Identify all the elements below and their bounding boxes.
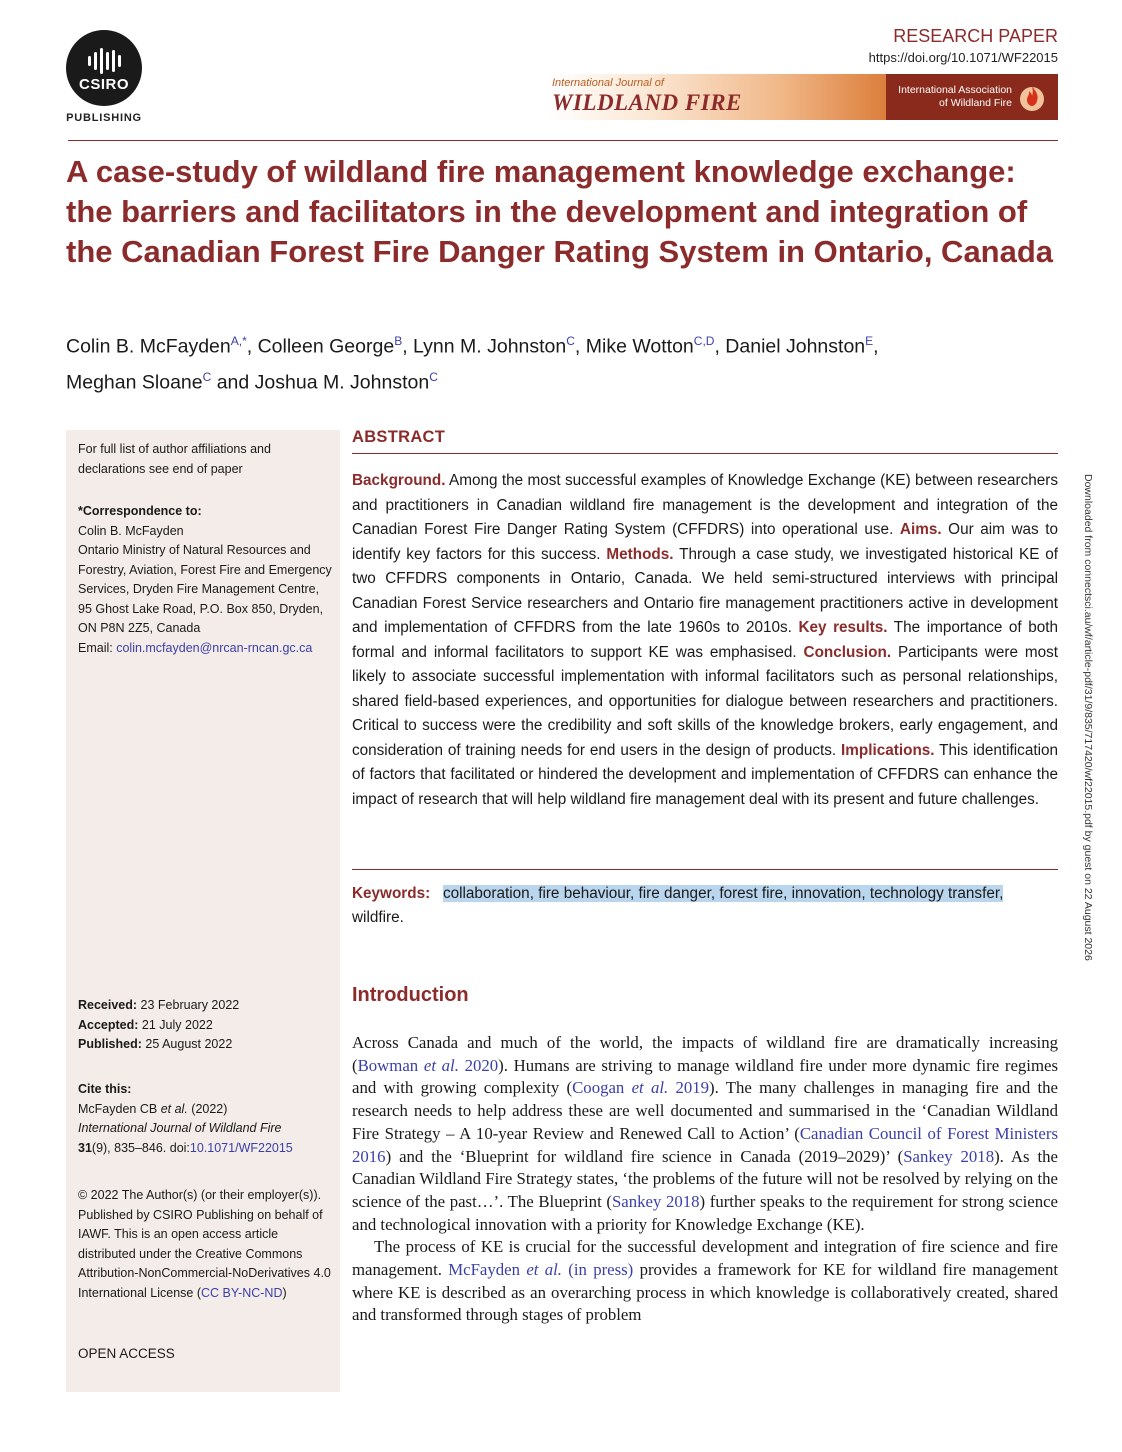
cite-etal: et al. bbox=[160, 1101, 188, 1116]
cite-label: Cite this: bbox=[78, 1082, 132, 1096]
assoc-line1: International Association bbox=[898, 84, 1012, 96]
author-name: Lynn M. Johnston bbox=[413, 335, 567, 358]
methods-text: Through a case study, we investigated historical KE of two CFFDRS components in Ontario, Canada. We held semi-structured interviews with principal Canadian Forest Service researchers and Ontario fire management practitioners active in development and implementation of CFFDRS from the late 1960s to 2010s. bbox=[352, 545, 1059, 636]
cite-authors: McFayden CB bbox=[78, 1101, 158, 1116]
author-affiliation[interactable]: C bbox=[566, 334, 575, 348]
iawf-box bbox=[886, 74, 1058, 120]
license-link[interactable]: CC BY-NC-ND bbox=[201, 1285, 283, 1300]
intro-text: The process of KE is crucial for the successful development and integration of fire science and fire management. bbox=[352, 1237, 1058, 1280]
conclusion-label: Conclusion. bbox=[803, 643, 892, 661]
accepted-line bbox=[78, 1016, 334, 1036]
citation-link[interactable]: 2019 bbox=[668, 1078, 710, 1098]
intro-text: ) and the ‘Blueprint for wildland fire science in Canada (2019–2029)’ ( bbox=[385, 1146, 904, 1166]
author-affiliation[interactable]: E bbox=[865, 334, 874, 348]
journal-small-title: International Journal of bbox=[552, 77, 664, 89]
published-date: 25 August 2022 bbox=[145, 1037, 233, 1051]
results-text: The importance of both formal and informal facilitators to support KE was emphasised. bbox=[352, 619, 1058, 661]
citation-link[interactable]: Canadian Council of Forest Ministers 2016 bbox=[352, 1123, 1058, 1166]
accepted-date: 21 July 2022 bbox=[141, 1017, 213, 1032]
author-list: Colin B. McFayden$^{A,*}$, Colleen George$^B$, Lynn M. Johnston$^C$, Mike Wotton$^{C,D}$, Daniel Johnston$^E$, Meghan Sloane$^C$ and Joshua M. Johnston$^C$ bbox=[66, 334, 879, 393]
correspondence-name: Colin B. McFayden bbox=[78, 523, 184, 538]
citation-block bbox=[78, 1080, 334, 1158]
introduction-heading: Introduction bbox=[352, 984, 469, 1006]
published-label: Published: bbox=[78, 1037, 142, 1051]
author-affiliation[interactable]: C bbox=[202, 369, 212, 384]
published-line bbox=[78, 1035, 334, 1055]
author-affiliation[interactable]: A,* bbox=[230, 334, 247, 348]
author-name: Colin B. McFayden bbox=[66, 335, 231, 358]
intro-text: ) further speaks to the requirement for strong science and technological innovation with a priority for Knowledge Exchange (KE). bbox=[352, 1191, 1058, 1234]
methods-label: Methods. bbox=[606, 545, 674, 563]
citation-link[interactable]: Bowman bbox=[357, 1055, 424, 1075]
keywords-rest: wildfire. bbox=[352, 909, 404, 926]
intro-text: Across Canada and much of the world, the impacts of wildland fire are dramatically increasing ( bbox=[352, 1033, 1058, 1075]
email-link[interactable]: colin.mcfayden@nrcan-rncan.gc.ca bbox=[116, 640, 313, 655]
abstract-heading: ABSTRACT bbox=[352, 428, 446, 446]
correspondence-label: *Correspondence to: bbox=[78, 504, 202, 518]
citation-link[interactable]: et al. bbox=[631, 1078, 669, 1098]
doi-link[interactable]: https://doi.org/10.1071/WF22015 bbox=[868, 50, 1058, 65]
author-affiliation[interactable]: B bbox=[394, 334, 403, 348]
dates-block bbox=[78, 996, 334, 1055]
author-name: Colleen George bbox=[257, 335, 395, 358]
email-label: Email: bbox=[78, 640, 113, 655]
cite-journal-name: International Journal of Wildland Fire bbox=[78, 1121, 282, 1135]
abstract-body bbox=[352, 469, 1058, 812]
cite-year: (2022) bbox=[191, 1101, 228, 1116]
intro-text: ). The many challenges in managing fire and the research needs to help address these are well documented and summarised in the ‘Canadian Wildland Fire Strategy – A 10-year Review and Renewed Call to Action’ ( bbox=[352, 1078, 1058, 1143]
abstract-rule-bottom bbox=[352, 869, 1058, 870]
email-line bbox=[78, 639, 334, 659]
logo-publishing: PUBLISHING bbox=[66, 112, 142, 124]
cite-doi-link[interactable]: 10.1071/WF22015 bbox=[189, 1140, 293, 1155]
keywords bbox=[352, 882, 1058, 930]
author-name: Meghan Sloane bbox=[66, 371, 203, 393]
article-info-sidebar bbox=[66, 430, 340, 1392]
csiro-publishing-logo bbox=[66, 30, 142, 124]
author-name: Mike Wotton bbox=[585, 335, 694, 358]
author-name: Daniel Johnston bbox=[725, 335, 866, 358]
journal-banner bbox=[548, 74, 1058, 120]
correspondence-block bbox=[78, 502, 334, 658]
assoc-line2: of Wildland Fire bbox=[939, 97, 1012, 109]
intro-text: provides a framework for KE for wildland fire management where KE is described as an overarching process in which knowledge is collaboratively created, shared and transformed through stages of problem bbox=[352, 1260, 1059, 1325]
received-date: 23 February 2022 bbox=[140, 998, 240, 1012]
citation-link[interactable]: Sankey 2018 bbox=[903, 1146, 995, 1166]
logo-word: CSIRO bbox=[78, 75, 129, 93]
background-label: Background. bbox=[352, 472, 446, 489]
conclusion-text: Participants were most likely to associate successful implementation with informal facilitators such as personal relationships, shared field-based experiences, and opportunities for dialogue between researchers and practitioners. Critical to success were the credibility and soft skills of the knowledge brokers, early engagement, and consideration of training needs for end users in the design of products. bbox=[352, 643, 1059, 759]
iawf-flame-icon bbox=[1018, 82, 1046, 112]
intro-paragraph-2 bbox=[352, 1236, 1058, 1327]
citation-link[interactable]: Coogan bbox=[572, 1078, 632, 1098]
author-affiliation[interactable]: C,D bbox=[693, 334, 715, 348]
intro-paragraph-1 bbox=[352, 1032, 1058, 1236]
cite-journal bbox=[78, 1119, 334, 1139]
citation-link[interactable]: Sankey 2018 bbox=[611, 1191, 700, 1211]
cite-volume: 31 bbox=[78, 1140, 92, 1155]
journal-name: WILDLAND FIRE bbox=[552, 90, 742, 115]
correspondence-address: Ontario Ministry of Natural Resources and Forestry, Aviation, Forest Fire and Emergency Services, Dryden Fire Management Centre, 95 Ghost Lake Road, P.O. Box 850, Dryden, ON P8N 2Z5, Canada bbox=[78, 543, 332, 635]
csiro-logo-icon bbox=[66, 30, 142, 106]
introduction-body bbox=[352, 1032, 1058, 1327]
results-label: Key results. bbox=[798, 619, 888, 636]
citation-link[interactable]: McFayden bbox=[448, 1260, 527, 1280]
affiliation-note: For full list of author affiliations and declarations see end of paper bbox=[78, 442, 271, 476]
cite-line1 bbox=[78, 1100, 334, 1120]
cite-line3 bbox=[78, 1139, 334, 1159]
accepted-label: Accepted: bbox=[78, 1017, 139, 1032]
aims-label: Aims. bbox=[899, 521, 942, 538]
citation-link[interactable]: et al. bbox=[423, 1055, 459, 1075]
open-access-label: OPEN ACCESS bbox=[78, 1346, 175, 1361]
keywords-label: Keywords: bbox=[352, 885, 431, 902]
aims-text: Our aim was to identify key factors for this success. bbox=[352, 521, 1059, 563]
received-line bbox=[78, 996, 334, 1016]
header-rule bbox=[68, 140, 1058, 141]
cite-issue-pages: (9), 835–846. doi: bbox=[91, 1140, 190, 1155]
received-label: Received: bbox=[78, 998, 138, 1012]
background-text: Among the most successful examples of Knowledge Exchange (KE) between researchers and practitioners in Canadian wildland fire management is the development and integration of the Canadian Forest Fire Danger Rating System (CFFDRS) into operational use. bbox=[352, 472, 1058, 538]
abstract-rule-top bbox=[352, 453, 1058, 454]
author-name: Joshua M. Johnston bbox=[254, 371, 430, 393]
license-close: ) bbox=[282, 1285, 287, 1300]
implications-label: Implications. bbox=[841, 741, 935, 759]
implications-text: This identification of factors that facilitated or hindered the development and implementation of CFFDRS can enhance the impact of research that will help wildland fire management deal with its present and future challenges. bbox=[352, 741, 1059, 808]
keywords-highlighted[interactable]: collaboration, fire behaviour, fire danger, forest fire, innovation, technology transfer, bbox=[442, 885, 1004, 902]
author-affiliation[interactable]: C bbox=[429, 369, 438, 384]
intro-text: ). As the Canadian Wildland Fire Strategy states, ‘the problems of the future will not be resolved by relying on the science of the past…’. The Blueprint ( bbox=[352, 1146, 1058, 1211]
intro-text: ). Humans are striving to manage wildland fire under more dynamic fire regimes and with growing complexity ( bbox=[352, 1055, 1058, 1098]
license-text: © 2022 The Author(s) (or their employer(s)). Published by CSIRO Publishing on behalf of IAWF. This is an open access article distributed under the Creative Commons Attribution-NonCommercial-NoDerivatives 4.0 International License ( bbox=[78, 1188, 331, 1300]
citation-link[interactable]: 2020 bbox=[458, 1055, 499, 1075]
article-type: RESEARCH PAPER bbox=[893, 26, 1058, 46]
article-title: A case-study of wildland fire management knowledge exchange: the barriers and facilitators in the development and integration of the Canadian Forest Fire Danger Rating System in Ontario, Canada bbox=[66, 154, 1054, 269]
citation-link[interactable]: (in press) bbox=[561, 1260, 634, 1280]
download-side-note: Downloaded from connectsci.au/wf/article-pdf/31/9/835/717420/wf22015.pdf by guest on 22 August 2026 bbox=[1082, 474, 1094, 961]
citation-link[interactable]: et al. bbox=[526, 1260, 562, 1280]
license-block bbox=[78, 1186, 334, 1303]
